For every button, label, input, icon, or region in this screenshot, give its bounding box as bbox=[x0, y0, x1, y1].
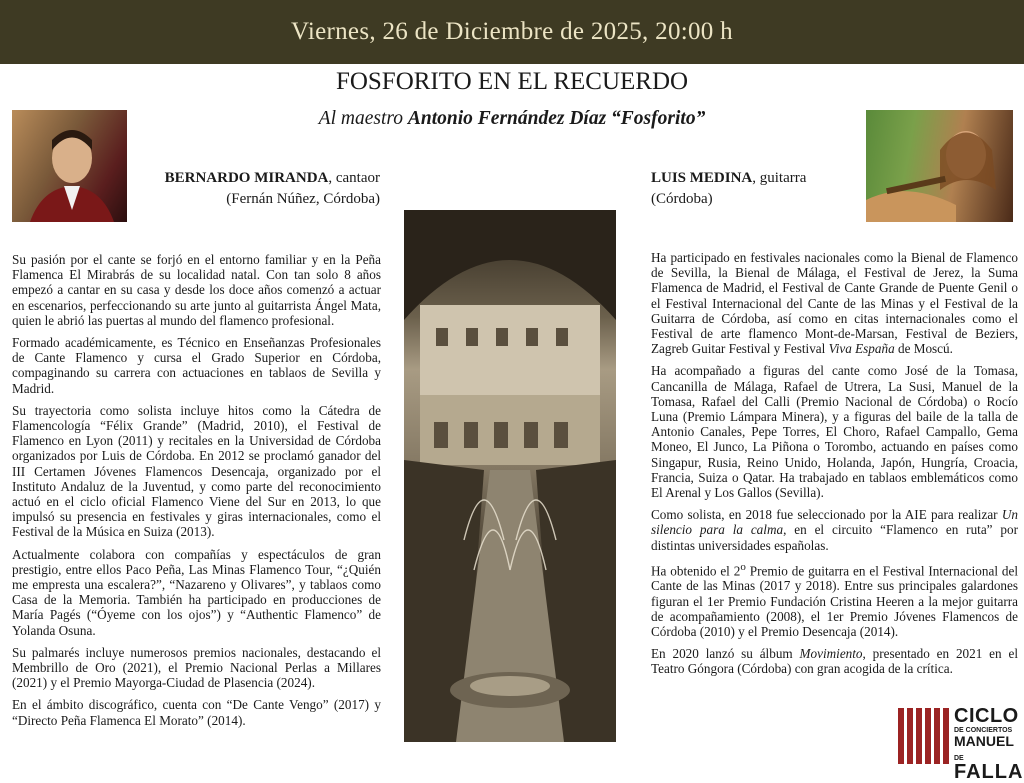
singer-bio-paragraph: En el ámbito discográfico, cuenta con “De Cante Vengo” (2017) y “Directo Peña Flamenca El Morato” (2014). bbox=[12, 697, 381, 728]
event-date: Viernes, 26 de Diciembre de 2025, 20:00 h bbox=[291, 18, 733, 45]
date-banner bbox=[0, 0, 1024, 64]
guitarist-name: LUIS MEDINA bbox=[651, 170, 753, 186]
ciclo-manuel-de-falla-logo bbox=[898, 705, 1024, 783]
guitarist-biography bbox=[651, 250, 1018, 684]
logo-mark bbox=[898, 708, 950, 764]
singer-name: BERNARDO MIRANDA bbox=[164, 170, 329, 186]
guitarist-name-line bbox=[651, 168, 806, 189]
singer-bio-paragraph: Su palmarés incluye numerosos premios nacionales, destacando el Membrillo de Oro (2021), el Premio Nacional Perlas a Millares (2021) y el Premio Mayorga-Ciudad de Plasencia (2024). bbox=[12, 644, 381, 691]
singer-bio-paragraph: Su pasión por el cante se forjó en el entorno familiar y en la Peña Flamenca El Mirabrás de su localidad natal. Con tan solo 8 años empezó a cantar en su casa y desde los doce años comenzó a actuar en escenarios, perfeccionando su arte junto al guitarrista Ángel Mata, quien le abrió las puertas al mundo del flamenco profesional. bbox=[12, 252, 381, 328]
singer-bio-paragraph: Formado académicamente, es Técnico en Enseñanzas Profesionales de Cante Flamenco y cursa el Grado Superior en Córdoba, compaginando su carrera con actuaciones en tablaos de Sevilla y Madrid. bbox=[12, 335, 381, 396]
guitarist-photo bbox=[866, 110, 1013, 222]
logo-wordmark: CICLO DE CONCIERTOS MANUEL DE FALLA bbox=[954, 705, 1024, 783]
guitarist-role: , guitarra bbox=[752, 170, 807, 186]
guitarist-bio-paragraph: Como solista, en 2018 fue seleccionado por la AIE para realizar Un silencio para la calma, en el circuito “Flamenco en ruta” por distintas universidades españolas. bbox=[651, 507, 1018, 553]
singer-origin: (Fernán Núñez, Córdoba) bbox=[226, 191, 380, 207]
guitarist-bio-paragraph: En 2020 lanzó su álbum Movimiento, presentado en 2021 en el Teatro Góngora (Córdoba) con gran acogida de la crítica. bbox=[651, 646, 1018, 677]
dedication-name: Antonio Fernández Díaz “Fosforito” bbox=[407, 108, 706, 129]
dedication-prefix: Al maestro bbox=[318, 108, 408, 129]
concert-title: FOSFORITO EN EL RECUERDO bbox=[335, 68, 689, 95]
singer-biography bbox=[12, 252, 381, 735]
singer-bio-paragraph: Su trayectoria como solista incluye hitos como la Cátedra de Flamencología “Félix Grande” (Madrid, 2010), el Festival de Flamenco en Lyon (2011) y recitales en la Universidad de Córdoba organizados por Luis de Córdoba. En 2012 se proclamó ganador del III Certamen Jóvenes Flamencos Desencaja, organizado por el Instituto Andaluz de la Juventud, y como parte del reconocimiento actuó en el ciclo oficial Flamenco Viene del Sur en 2013, lo que impulsó su presencia en festivales y giras internacionales, como el Festival de la Música en Suiza (2013). bbox=[12, 402, 381, 540]
guitarist-bio-paragraph: Ha participado en festivales nacionales como la Bienal de Flamenco de Sevilla, la Bienal de Málaga, el Festival de Jerez, la Suma Flamenca de Madrid, el Festival de Cante Grande de Puente Genil o el Festival Internacional del Cante de las Minas y el Festival de la Guitarra de Córdoba, así como en citas internacionales como el Festival de arte flamenco Mont-de-Marsan, Festival de Beziers, Zagreb Guitar Festival y Festival Viva España de Moscú. bbox=[651, 250, 1018, 357]
singer-bio-paragraph: Actualmente colabora con compañías y espectáculos de gran prestigio, entre ellos Paco Peña, Las Minas Flamenco Tour, “¿Quién me empresta una escalera?”, “Nazareno y Olivares”, y tablaos como Casa de la Memoria. También ha participado en producciones de María Pagés (“Óyeme con los ojos”) y “Authentic Flamenco” de Yolanda Osuna. bbox=[12, 546, 381, 638]
singer-name-line bbox=[165, 168, 380, 189]
guitarist-bio-paragraph: Ha acompañado a figuras del cante como José de la Tomasa, Cancanilla de Málaga, Rafael de Utrera, La Susi, Manuel de la Tomasa, Rafael del Calli (Premio Nacional de Córdoba) o Rocío Luna (Premio Lámpara Minera), y a figuras del baile de la talla de Antonio Canales, Pepe Torres, El Choro, Rafael Campallo, Gema Moneo, El Junco, La Piñona o Torombo, actuando en países como Singapur, Rusia, Reino Unido, Holanda, Japón, Hungría, Croacia, Francia, Suiza o Qatar. Ha trabajado en tablaos emblemáticos como El Arenal y Los Gallos (Sevilla). bbox=[651, 363, 1018, 501]
singer-role: , cantaor bbox=[328, 170, 380, 186]
guitarist-origin: (Córdoba) bbox=[651, 191, 713, 207]
guitarist-credit bbox=[651, 168, 806, 210]
singer-credit bbox=[165, 168, 380, 210]
guitarist-bio-paragraph: Ha obtenido el 2$^o$ Premio de guitarra en el Festival Internacional del Cante de las Minas (2017 y 2018). Entre sus principales galardones figuran el 1er Premio Fundación Cristina Heeren a la mejor guitarra de acompañamiento (2008), el 1er Premio Jóvenes Flamencos de Córdoba (2010) y el Premio Desencaja (2014). bbox=[651, 560, 1018, 640]
singer-photo bbox=[12, 110, 127, 222]
alhambra-garden-photo bbox=[404, 210, 616, 742]
